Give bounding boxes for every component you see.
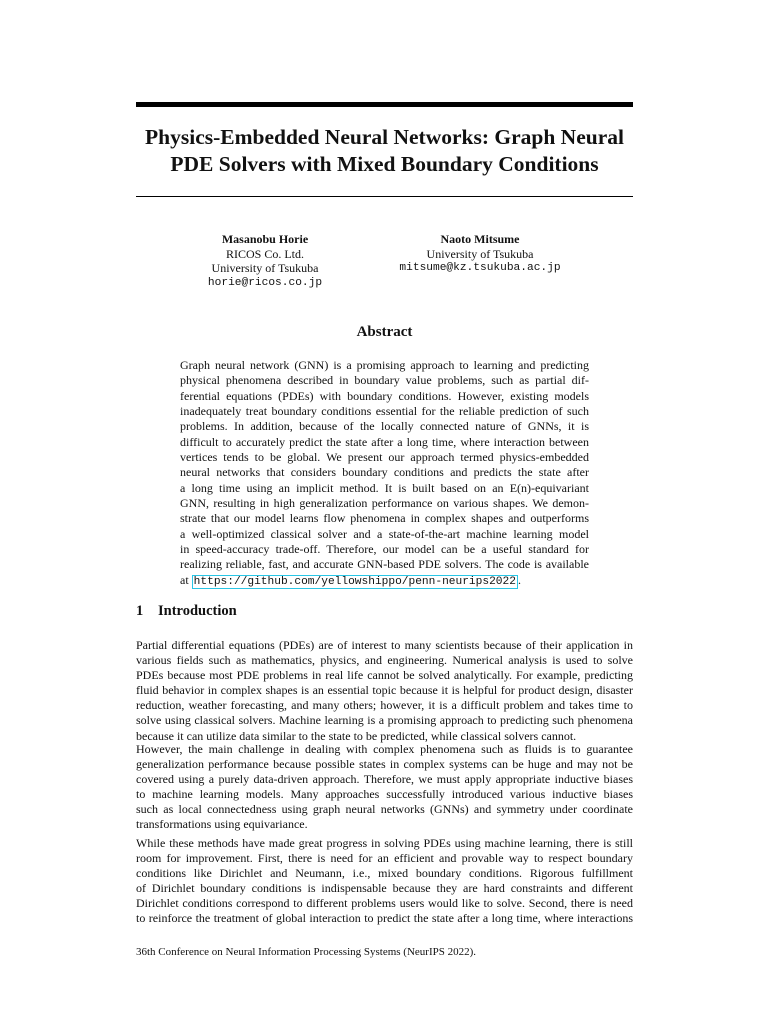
paragraph-line: transformations using equivariance.: [136, 817, 308, 832]
paragraph-line: covered using a purely data-driven approach. Therefore, we must apply appropriate inductive biases: [136, 772, 633, 787]
abstract-link-suffix: .: [517, 572, 521, 587]
section-title: Introduction: [158, 603, 237, 619]
paragraph-line: Partial differential equations (PDEs) are of interest to many scientists because of their application in: [136, 638, 633, 652]
author-name: Naoto Mitsume: [440, 232, 520, 246]
paper-title: [136, 124, 633, 178]
paragraph-line: various fields such as mathematics, physics, and engineering. Numerical analysis is used to solve: [136, 653, 633, 668]
paragraph-line: However, the main challenge in dealing with complex phenomena such as fluids is to guarantee: [136, 742, 633, 756]
paragraph-line: such as local connectedness using graph neural networks (GNNs) and symmetry under coordinate: [136, 802, 633, 817]
conference-footnote: 36th Conference on Neural Information Processing Systems (NeurIPS 2022).: [136, 946, 477, 958]
paragraph-1: [136, 638, 633, 744]
paragraph-line: conditions like Dirichlet and Neumann, i.e., mixed boundary conditions. Rigorous fulfillment: [136, 866, 633, 881]
code-repository-link[interactable]: https://github.com/yellowshippo/penn-neurips2022: [193, 575, 516, 588]
author-name: Masanobu Horie: [221, 232, 309, 246]
paper-title-line-1: Physics-Embedded Neural Networks: Graph Neural: [145, 125, 624, 149]
abstract-line: GNN, resulting in high generalization performance on various shapes. We demon-: [180, 496, 589, 511]
abstract-line: problems. In addition, because of the locally connected nature of GNNs, it is: [180, 419, 589, 434]
paragraph-line: because it can utilize data similar to the state to be predicted, while classical solvers cannot.: [136, 728, 577, 743]
paragraph-line: solve using classical solvers. Machine learning is a promising approach to predicting such phenomena: [136, 713, 633, 728]
paragraph-line: Dirichlet conditions correspond to different problems users would like to solve. Second, there is need: [136, 896, 633, 911]
paragraph-3: [136, 836, 633, 927]
section-heading-introduction: [136, 603, 237, 620]
paragraph-line: fluid behavior in complex shapes is an essential topic because it is helpful for product design, disaster: [136, 683, 633, 698]
abstract-heading: Abstract: [356, 324, 413, 340]
abstract-link-prefix: at: [180, 572, 192, 587]
abstract-line: Graph neural network (GNN) is a promising approach to learning and predicting: [180, 358, 589, 372]
paragraph-line: of Dirichlet boundary conditions is indispensable because they are hard constraints and different: [136, 881, 633, 896]
abstract-line: physical phenomena described in boundary value problems, such as partial dif-: [180, 373, 589, 388]
author-block-2: [395, 232, 565, 276]
abstract-line: a long time using an implicit method. It is built based on an E(n)-equivariant: [180, 480, 589, 495]
abstract-line: neural networks that considers boundary conditions and predicts the state after: [180, 465, 589, 480]
paper-title-line-2: PDE Solvers with Mixed Boundary Conditions: [170, 152, 599, 176]
author-affiliation: University of Tsukuba: [211, 261, 319, 275]
abstract-line: ferential equations (PDEs) with boundary conditions. However, existing models: [180, 388, 589, 403]
paragraph-line: While these methods have made great progress in solving PDEs using machine learning, there is still: [136, 836, 633, 850]
title-bottom-rule: [136, 196, 633, 197]
author-block-1: [180, 232, 350, 290]
paragraph-line: generalization performance because possible states in complex systems can be huge and may not be: [136, 757, 633, 772]
author-affiliation: RICOS Co. Ltd.: [225, 246, 304, 261]
author-affiliation: University of Tsukuba: [426, 246, 534, 261]
abstract-line: a well-optimized classical solver and a state-of-the-art machine learning model: [180, 526, 589, 541]
paragraph-line: PDEs because most PDE problems in real life cannot be solved analytically. For example, predicting: [136, 668, 633, 683]
author-email[interactable]: mitsume@kz.tsukuba.ac.jp: [399, 262, 561, 274]
section-number: 1: [136, 603, 144, 619]
abstract-line: in speed-accuracy trade-off. Therefore, our model can be a useful standard for: [180, 542, 589, 557]
paragraph-line: room for improvement. First, there is need for an efficient and provable way to respect boundary: [136, 851, 633, 866]
abstract-body: [180, 358, 589, 590]
abstract-line: realizing reliable, fast, and accurate GNN-based PDE solvers. The code is available: [180, 557, 589, 572]
paragraph-line: to machine learning models. Many approaches successfully introduced various inductive biases: [136, 787, 633, 802]
author-email[interactable]: horie@ricos.co.jp: [207, 276, 323, 289]
abstract-line: inadequately treat boundary conditions essential for the reliable prediction of such: [180, 404, 589, 419]
abstract-line: strate that our model learns flow phenomena in complex shapes and outperforms: [180, 511, 589, 526]
paragraph-2: [136, 742, 633, 833]
paragraph-line: to reinforce the treatment of global interaction to predict the state after a long time, where interactions: [136, 911, 633, 926]
abstract-line: vertices tends to be global. We present our approach termed physics-embedded: [180, 450, 589, 465]
abstract-line: difficult to accurately predict the state after a long time, where interaction between: [180, 434, 589, 449]
paragraph-line: reduction, weather forecasting, and many others; however, it is a difficult problem and takes time to: [136, 698, 633, 713]
abstract-line-last: [180, 573, 589, 590]
title-top-rule: [136, 102, 633, 107]
